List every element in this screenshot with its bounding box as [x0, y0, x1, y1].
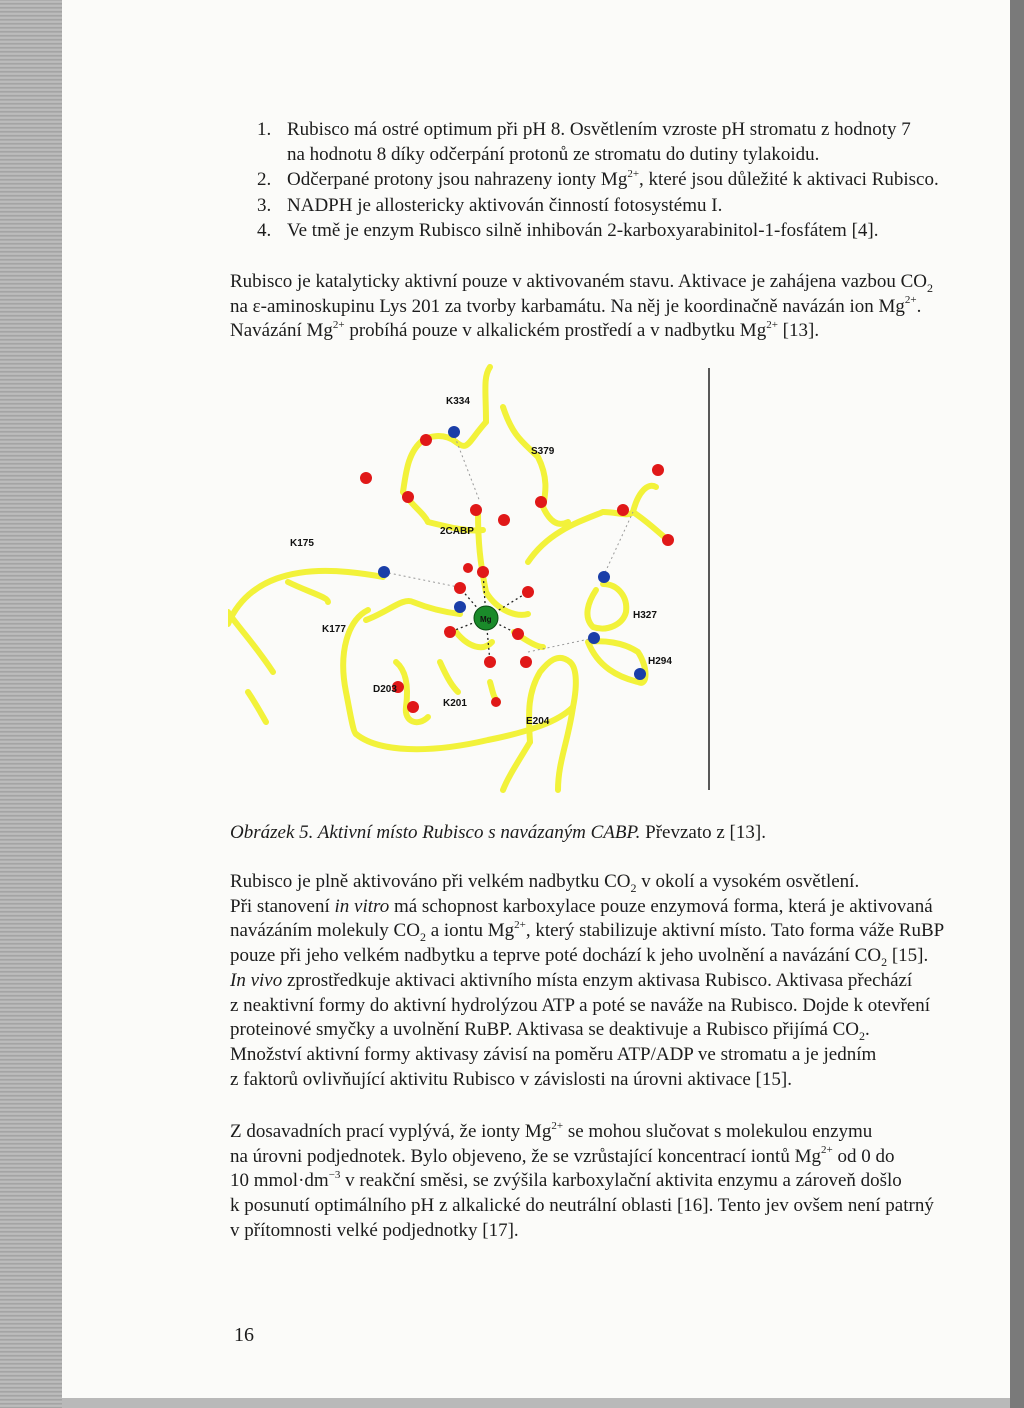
label-e204: E204 — [526, 716, 550, 727]
rubisco-active-site-figure — [228, 362, 714, 794]
label-k175: K175 — [290, 538, 314, 549]
list-number: 1. — [257, 119, 272, 140]
paragraph-magnesium: Z dosavadních prací vyplývá, že ionty $Mg^{2+}$ se mohou slučovat s molekulou enzymu na úrovni podjednotek. Bylo objeveno, že se vzrůstající koncentrací iontů $Mg^{2+}$ od 0 do 10 $mmol\cdot dm^{-3}$ v reakční směsi, se zvýšila karboxylační aktivita enzymu a zároveň došlo k posunutí optimálního pH z alkalické do neutrální oblasti [16]. Tento jev ovšem není patrný v přítomnosti velké podjednotky [17]. — [230, 1119, 934, 1241]
scan-right-edge — [1010, 0, 1024, 1408]
paragraph-activation: Rubisco je katalyticky aktivní pouze v aktivovaném stavu. Aktivace je zahájena vazbou $CO_2$ na ε-aminoskupinu Lys 201 za tvorby karbamátu. Na něj je koordinačně navázán ion $Mg^{2+}$. Navázání $Mg^{2+}$ probíhá pouze v alkalickém prostředí a v nadbytku $Mg^{2+}$ [13]. — [230, 271, 933, 342]
list-item-text: Ve tmě je enzym Rubisco silně inhibován 2-karboxyarabinitol-1-fosfátem [4]. — [287, 220, 879, 241]
scan-left-edge — [0, 0, 62, 1408]
label-h294: H294 — [648, 656, 672, 667]
list-item-text: na hodnotu 8 díky odčerpání protonů ze stromatu do dutiny tylakoidu. — [287, 144, 820, 165]
list-number: 4. — [257, 220, 272, 241]
label-h327: H327 — [633, 610, 657, 621]
list-number: 3. — [257, 195, 272, 216]
label-k334: K334 — [446, 396, 470, 407]
paragraph-activase: Rubisco je plně aktivováno při velkém nadbytku $CO_2$ v okolí a vysokém osvětlení. Při stanovení in vitro má schopnost karboxylace pouze enzymová forma, která je aktivovaná navázáním molekuly $CO_2$ a iontu $Mg^{2+}$, který stabilizuje aktivní místo. Tato forma váže RuBP pouze při jeho velkém nadbytku a teprve poté dochází k jeho uvolnění a navázání $CO_2$ [15]. In vivo zprostředkuje aktivaci aktivního místa enzym aktivasa Rubisco. Aktivasa přechází z neaktivní formy do aktivní hydrolýzou ATP a poté se naváže na Rubisco. Dojde k otevření proteinové smyčky a uvolnění RuBP. Aktivasa se deaktivuje a Rubisco přijímá $CO_2$. Množství aktivní formy aktivasy závisí na poměru ATP/ADP ve stromatu a je jedním z faktorů ovlivňující aktivitu Rubisco v závislosti na úrovni aktivace [15]. — [230, 871, 945, 1090]
label-2cabp: 2CABP — [440, 526, 474, 537]
figure-caption: Obrázek 5. Aktivní místo Rubisco s navázaným CABP. Převzato z [13]. — [230, 822, 766, 843]
hydrogen-bonds — [384, 432, 633, 652]
list-item-text: Odčerpané protony jsou nahrazeny ionty $Mg^{2+}$, které jsou důležité k aktivaci Rubisco. — [287, 167, 939, 190]
label-d203: D203 — [373, 684, 397, 695]
list-number: 2. — [257, 169, 272, 190]
list-item-text: Rubisco má ostré optimum při pH 8. Osvětlením vzroste pH stromatu z hodnoty 7 — [287, 119, 911, 140]
label-s379: S379 — [531, 446, 555, 457]
page-number: 16 — [234, 1324, 254, 1346]
label-k177: K177 — [322, 624, 346, 635]
label-mg: Mg — [480, 615, 492, 624]
list-item-text: NADPH je allostericky aktivován činností fotosystému I. — [287, 195, 723, 216]
label-k201: K201 — [443, 698, 467, 709]
